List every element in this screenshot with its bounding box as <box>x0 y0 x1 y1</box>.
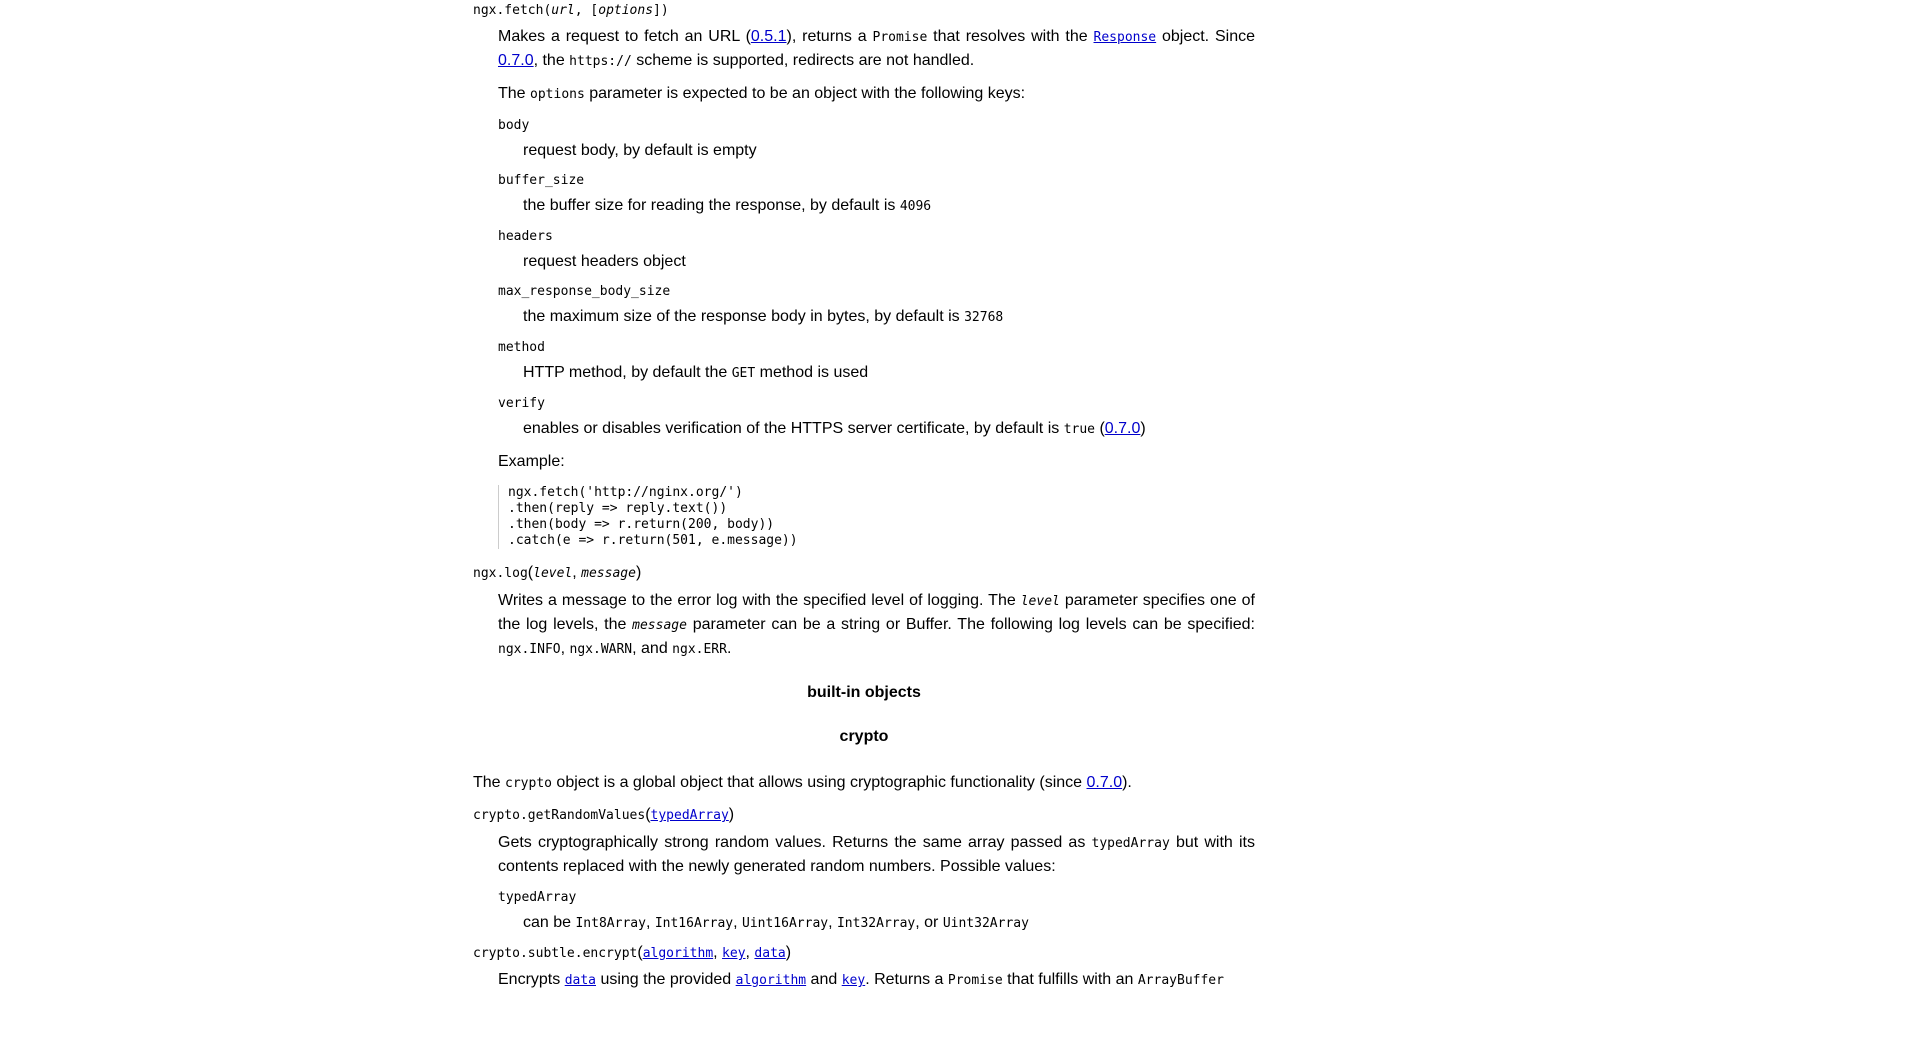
data-link[interactable]: data <box>754 946 786 961</box>
options-code: options <box>530 87 585 102</box>
text: , and <box>632 640 673 657</box>
text: ( <box>637 944 643 961</box>
text: that fulfills with an <box>1002 971 1138 988</box>
text: ) <box>635 564 642 581</box>
log-sig-name: ngx.log <box>473 566 528 581</box>
data-link[interactable]: data <box>564 973 596 988</box>
option-key: max_response_body_size <box>498 284 671 299</box>
text: The <box>498 85 531 102</box>
level-err: ngx.ERR <box>672 642 727 657</box>
version-link[interactable]: 0.5.1 <box>750 28 787 45</box>
grv-sig-name: crypto.getRandomValues <box>473 808 646 823</box>
text: , <box>572 564 582 581</box>
doc-page <box>473 0 1255 992</box>
text: and <box>806 971 842 988</box>
text: that resolves with the <box>927 28 1094 45</box>
message-code: message <box>632 618 687 633</box>
log-sig-message: message <box>581 566 636 581</box>
text: request body, by default is empty <box>523 142 757 159</box>
text: ) <box>1140 420 1146 437</box>
heading-builtin-objects: built-in objects <box>807 684 921 701</box>
text: , <box>828 914 837 931</box>
grv-params-list <box>473 887 1255 935</box>
fetch-options-list <box>473 115 1255 441</box>
log-description <box>498 589 1255 661</box>
fetch-description <box>498 25 1255 73</box>
version-link[interactable]: 0.7.0 <box>1086 774 1123 791</box>
version-link[interactable]: 0.7.0 <box>1104 420 1141 437</box>
heading-crypto: crypto <box>839 728 889 745</box>
fetch-sig-mid: , [ <box>574 3 599 18</box>
text: , <box>713 944 723 961</box>
type-uint32: Uint32Array <box>942 916 1029 931</box>
level-info: ngx.INFO <box>498 642 561 657</box>
option-key: method <box>498 340 545 355</box>
option-desc <box>523 194 1255 218</box>
text: ( <box>527 564 534 581</box>
fetch-sig-options: options <box>598 3 654 18</box>
option-desc <box>523 417 1255 441</box>
text: but with its contents replaced with the newly generated random numbers. Possible values: <box>498 834 1255 875</box>
option-key: body <box>498 118 530 133</box>
text: The <box>473 774 506 791</box>
text: enables or disables verification of the HTTPS server certificate, by default is <box>523 420 1064 437</box>
option-desc <box>523 305 1255 329</box>
option-term <box>498 337 1255 358</box>
log-sig-level: level <box>533 566 573 581</box>
get-random-values-description <box>498 831 1255 878</box>
option-desc <box>523 139 1255 162</box>
option-term <box>498 281 1255 302</box>
key-link[interactable]: key <box>841 973 866 988</box>
text: Encrypts <box>498 971 565 988</box>
crypto-intro <box>473 771 1255 795</box>
text: , or <box>915 914 943 931</box>
option-term <box>498 226 1255 247</box>
option-term <box>498 170 1255 191</box>
text: can be <box>523 914 576 931</box>
fetch-sig-end: ]) <box>653 3 669 18</box>
log-signature <box>473 563 1255 584</box>
fetch-options-intro <box>498 82 1255 106</box>
option-term <box>498 393 1255 414</box>
version-link[interactable]: 0.7.0 <box>498 52 534 69</box>
fetch-signature <box>473 0 1255 21</box>
text: scheme is supported, redirects are not handled. <box>631 52 975 69</box>
text: , <box>745 944 755 961</box>
https-code: https:// <box>569 54 632 69</box>
level-code: level <box>1020 594 1060 609</box>
option-desc <box>523 250 1255 273</box>
option-key: headers <box>498 229 553 244</box>
type-int8: Int8Array <box>575 916 646 931</box>
text: . Returns a <box>865 971 948 988</box>
default-value: GET <box>731 366 756 381</box>
algorithm-link[interactable]: algorithm <box>642 946 714 961</box>
algorithm-link[interactable]: algorithm <box>735 973 807 988</box>
text: , <box>560 640 570 657</box>
text: ( <box>1095 420 1105 437</box>
encrypt-signature <box>473 943 1255 964</box>
text: ), returns a <box>786 28 873 45</box>
typedarray-link[interactable]: typedArray <box>650 808 729 823</box>
type-int32: Int32Array <box>836 916 916 931</box>
text: . <box>726 640 732 657</box>
text: using the provided <box>596 971 736 988</box>
example-label: Example: <box>498 453 565 470</box>
text: HTTP method, by default the <box>523 364 732 381</box>
text: parameter can be a string or Buffer. The following log levels can be specified: <box>686 616 1256 633</box>
default-value: true <box>1063 422 1095 437</box>
text: the maximum size of the response body in bytes, by default is <box>523 308 965 325</box>
param-key: typedArray <box>498 890 577 905</box>
param-desc <box>523 911 1255 935</box>
example-code-block: ngx.fetch('http://nginx.org/') .then(reply => reply.text()) .then(body => r.return(200, body)) .catch(e => r.return(501, e.message)) <box>498 485 1255 549</box>
crypto-code: crypto <box>505 776 552 791</box>
text: ( <box>645 806 651 823</box>
type-uint16: Uint16Array <box>742 916 829 931</box>
text: object. Since <box>1156 28 1256 45</box>
typedarray-code: typedArray <box>1091 836 1170 851</box>
text: ) <box>785 944 792 961</box>
promise-code: Promise <box>947 973 1003 988</box>
text: , <box>733 914 742 931</box>
option-key: verify <box>498 396 545 411</box>
text: , <box>645 914 655 931</box>
encrypt-sig-name: crypto.subtle.encrypt <box>473 946 638 961</box>
fetch-sig-name: ngx.fetch( <box>473 3 552 18</box>
text: , the <box>533 52 570 69</box>
response-link[interactable]: Response <box>1093 30 1157 45</box>
param-term <box>498 887 1255 908</box>
fetch-sig-url: url <box>551 3 575 18</box>
get-random-values-signature <box>473 805 1255 826</box>
level-warn: ngx.WARN <box>569 642 633 657</box>
encrypt-description <box>498 968 1255 992</box>
arraybuffer-code: ArrayBuffer <box>1137 973 1224 988</box>
default-value: 32768 <box>964 310 1004 325</box>
default-value: 4096 <box>899 199 932 214</box>
text: method is used <box>755 364 869 381</box>
text: ). <box>1122 774 1132 791</box>
option-key: buffer_size <box>498 173 585 188</box>
text: request headers object <box>523 253 686 270</box>
text: Makes a request to fetch an URL ( <box>498 28 751 45</box>
key-link[interactable]: key <box>722 946 746 961</box>
text: ) <box>728 806 735 823</box>
text: parameter specifies one of the log levels, the <box>498 592 1256 633</box>
option-term <box>498 115 1255 136</box>
text: object is a global object that allows using cryptographic functionality (since <box>551 774 1087 791</box>
type-int16: Int16Array <box>654 916 734 931</box>
text: Gets cryptographically strong random values. Returns the same array passed as <box>498 834 1092 851</box>
text: parameter is expected to be an object with the following keys: <box>584 85 1026 102</box>
text: the buffer size for reading the response, by default is <box>523 197 900 214</box>
text: Writes a message to the error log with the specified level of logging. The <box>498 592 1021 609</box>
option-desc <box>523 361 1255 385</box>
promise-code: Promise <box>872 30 928 45</box>
